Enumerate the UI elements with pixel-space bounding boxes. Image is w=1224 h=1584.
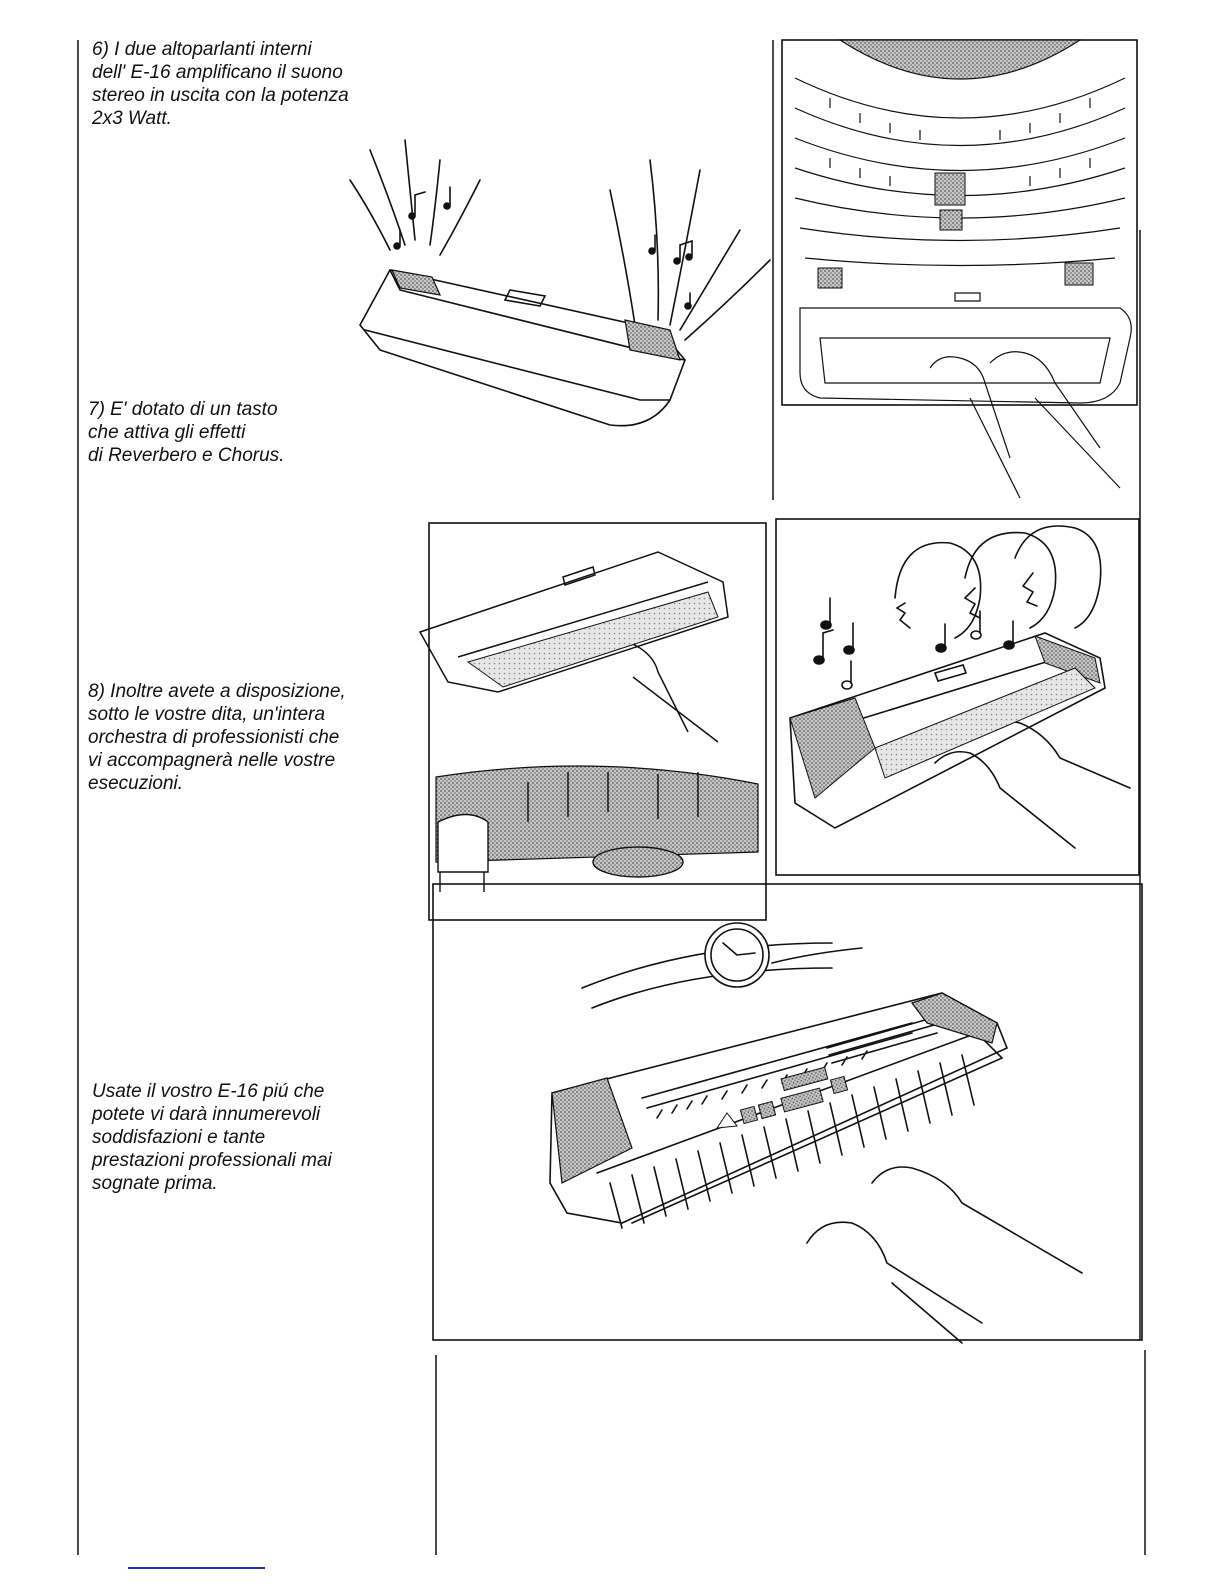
paragraph-7-effects: 7) E' dotato di un tasto che attiva gli effetti di Reverbero e Chorus. xyxy=(88,399,285,466)
full-keyboard-watch-illustration xyxy=(432,883,1144,1343)
speakers-keyboard-illustration xyxy=(340,110,780,450)
paragraph-8-orchestra: 8) Inoltre avete a disposizione, sotto le vostre dita, un'intera orchestra di professionisti che vi accompagnerà nelle vostre esecuzioni. xyxy=(88,681,346,794)
concert-hall-illustration xyxy=(780,38,1145,498)
chorus-singers-illustration xyxy=(775,518,1140,878)
orchestra-keyboard-illustration xyxy=(428,522,768,922)
paragraph-6-speakers: 6) I due altoparlanti interni dell' E-16 amplificano il suono stereo in uscita con la potenza 2x3 Watt. xyxy=(92,39,349,129)
paragraph-9-conclusion: Usate il vostro E-16 piú che potete vi darà innumerevoli soddisfazioni e tante prestazioni professionali mai sognate prima. xyxy=(92,1081,332,1194)
